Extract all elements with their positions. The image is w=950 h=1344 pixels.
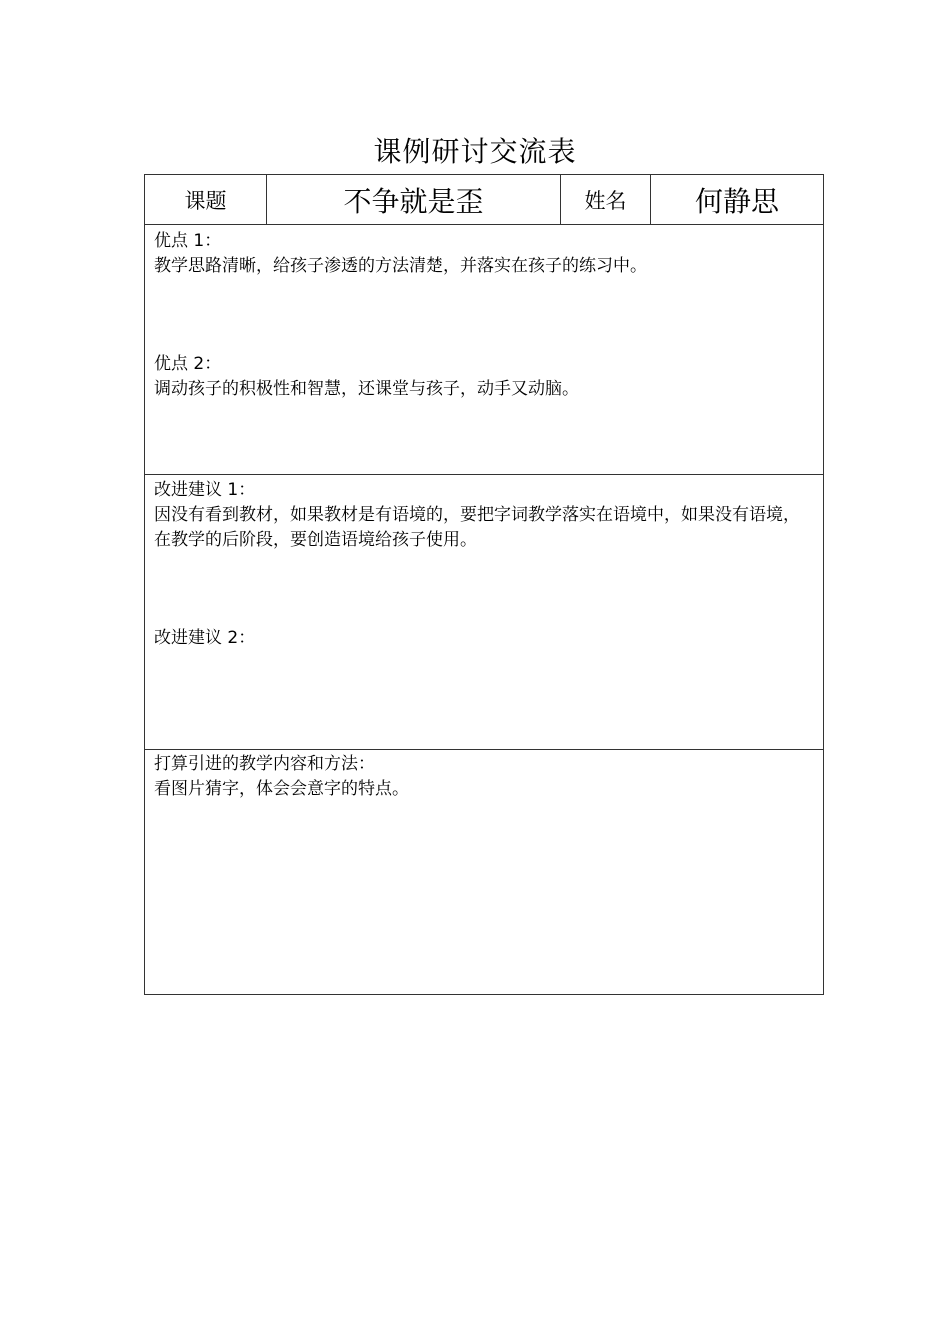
name-value: 何静思 — [694, 185, 779, 218]
topic-value: 不争就是歪 — [267, 175, 561, 225]
adoption-heading: 打算引进的教学内容和方法： — [154, 754, 375, 774]
strengths-section — [145, 225, 823, 475]
suggestions-section — [145, 475, 823, 750]
strength-1 — [154, 229, 814, 279]
adoption-block — [154, 752, 814, 802]
strength-2-heading: 优点 2： — [154, 354, 222, 374]
header-row — [145, 175, 823, 225]
suggestion-1 — [154, 478, 814, 553]
suggestion-2 — [154, 626, 814, 651]
suggestion-1-heading: 改进建议 1： — [154, 480, 256, 500]
exchange-form-table — [144, 174, 824, 995]
strength-2 — [154, 352, 814, 402]
strength-2-text: 调动孩子的积极性和智慧，还课堂与孩子，动手又动脑。 — [154, 379, 579, 399]
suggestion-2-heading: 改进建议 2： — [154, 628, 256, 648]
name-label: 姓名 — [561, 175, 651, 225]
strength-1-text: 教学思路清晰，给孩子渗透的方法清楚，并落实在孩子的练习中。 — [154, 256, 647, 276]
page-title: 课例研讨交流表 — [373, 135, 577, 168]
suggestion-1-text: 因没有看到教材，如果教材是有语境的，要把字词教学落实在语境中，如果没有语境，在教学的后阶段，要创造语境给孩子使用。 — [154, 505, 800, 550]
strength-1-heading: 优点 1： — [154, 231, 222, 251]
topic-label: 课题 — [145, 175, 267, 225]
adoption-section — [145, 750, 823, 994]
adoption-text: 看图片猜字，体会会意字的特点。 — [154, 779, 409, 799]
